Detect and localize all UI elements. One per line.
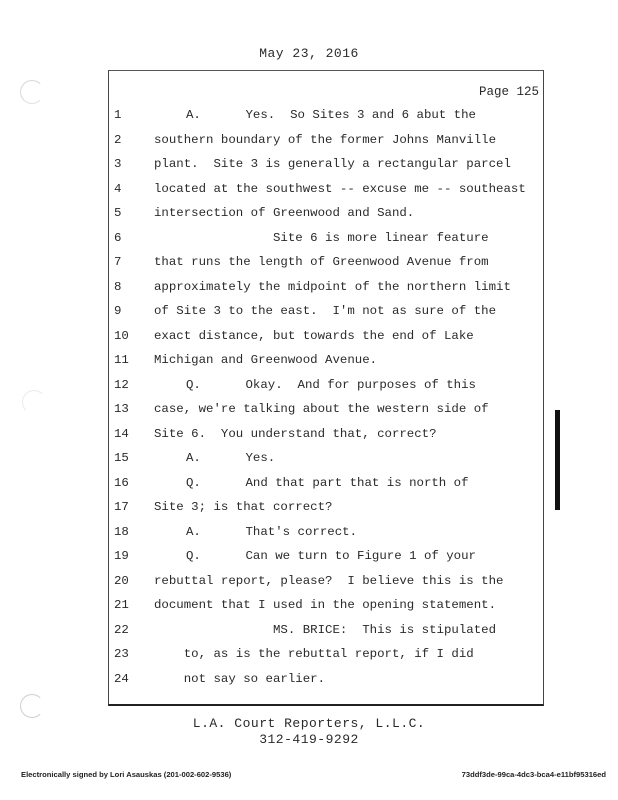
transcript-line [109,328,545,352]
transcript-line [109,499,545,523]
line-number: 14 [114,426,129,441]
transcript-line [109,279,545,303]
line-number: 15 [114,451,129,465]
line-number: 2 [114,132,122,147]
line-number: 11 [114,353,129,367]
line-number: 8 [114,279,122,294]
line-number: 21 [114,598,129,612]
transcript-box [108,70,544,706]
line-number: 22 [114,622,129,637]
line-text: southern boundary of the former Johns Manville [154,132,497,147]
line-text: MS. BRICE: This is stipulated [154,622,497,637]
line-number: 17 [114,500,129,514]
line-text: case, we're talking about the western side of [154,402,489,416]
transcript-line [109,181,545,205]
transcript-line [109,132,545,156]
transcript-line [109,352,545,376]
line-text: Site 6. You understand that, correct? [154,426,437,441]
footer-company: L.A. Court Reporters, L.L.C. [192,716,426,731]
line-text: Site 6 is more linear feature [154,230,489,245]
footer-phone: 312-419-9292 [259,732,359,747]
transcript-line [109,548,545,572]
line-text: rebuttal report, please? I believe this is the [154,573,504,588]
line-number: 16 [114,475,129,490]
line-number: 19 [114,549,129,563]
line-number: 23 [114,647,129,661]
transcript-line [109,205,545,229]
line-text: not say so earlier. [154,671,326,686]
line-text: Michigan and Greenwood Avenue. [154,353,378,367]
line-number: 24 [114,671,129,686]
punch-hole-top [20,80,44,104]
line-text: to, as is the rebuttal report, if I did [154,647,474,661]
line-text: intersection of Greenwood and Sand. [154,206,415,220]
punch-hole-middle [22,390,46,414]
transcript-line [109,377,545,401]
line-text: Q. Okay. And for purposes of this [186,377,476,392]
line-text: approximately the midpoint of the northern limit [154,279,511,294]
line-text: A. That's correct. [186,524,358,539]
transcript-line [109,401,545,425]
transcript-line [109,524,545,548]
punch-hole-bottom [20,694,44,718]
line-number: 1 [114,108,122,122]
line-text: that runs the length of Greenwood Avenue from [154,255,489,269]
line-number: 10 [114,328,129,343]
transcript-line [109,156,545,180]
page-number: Page 125 [478,85,539,99]
header-date: May 23, 2016 [259,46,359,61]
transcript-line [109,303,545,327]
signature-note: Electronically signed by Lori Asauskas (201-002-602-9536) [21,770,232,779]
line-number: 6 [114,230,122,245]
line-text: located at the southwest -- excuse me -- southeast [154,181,526,196]
line-number: 12 [114,377,129,392]
transcript-line [109,426,545,450]
line-text: A. Yes. [186,451,276,465]
line-number: 9 [114,304,122,318]
transcript-line [109,671,545,695]
line-text: Q. And that part that is north of [186,475,469,490]
line-text: document that I used in the opening statement. [154,598,497,612]
line-text: exact distance, but towards the end of Lake [154,328,474,343]
line-text: of Site 3 to the east. I'm not as sure of the [154,304,497,318]
line-text: plant. Site 3 is generally a rectangular parcel [154,157,511,171]
line-text: A. Yes. So Sites 3 and 6 abut the [186,108,476,122]
transcript-line [109,597,545,621]
line-number: 5 [114,206,122,220]
page-edge-marker [555,410,560,510]
line-number: 3 [114,157,122,171]
line-number: 4 [114,181,122,196]
line-text: Site 3; is that correct? [154,500,333,514]
transcript-line [109,646,545,670]
document-hash: 73ddf3de-99ca-4dc3-bca4-e11bf95316ed [461,770,606,779]
transcript-line [109,254,545,278]
line-number: 7 [114,255,122,269]
line-number: 13 [114,402,129,416]
transcript-line [109,450,545,474]
transcript-line [109,573,545,597]
line-text: Q. Can we turn to Figure 1 of your [186,549,476,563]
transcript-line [109,107,545,131]
transcript-line [109,475,545,499]
transcript-line [109,230,545,254]
line-number: 20 [114,573,129,588]
line-number: 18 [114,524,129,539]
transcript-line [109,622,545,646]
